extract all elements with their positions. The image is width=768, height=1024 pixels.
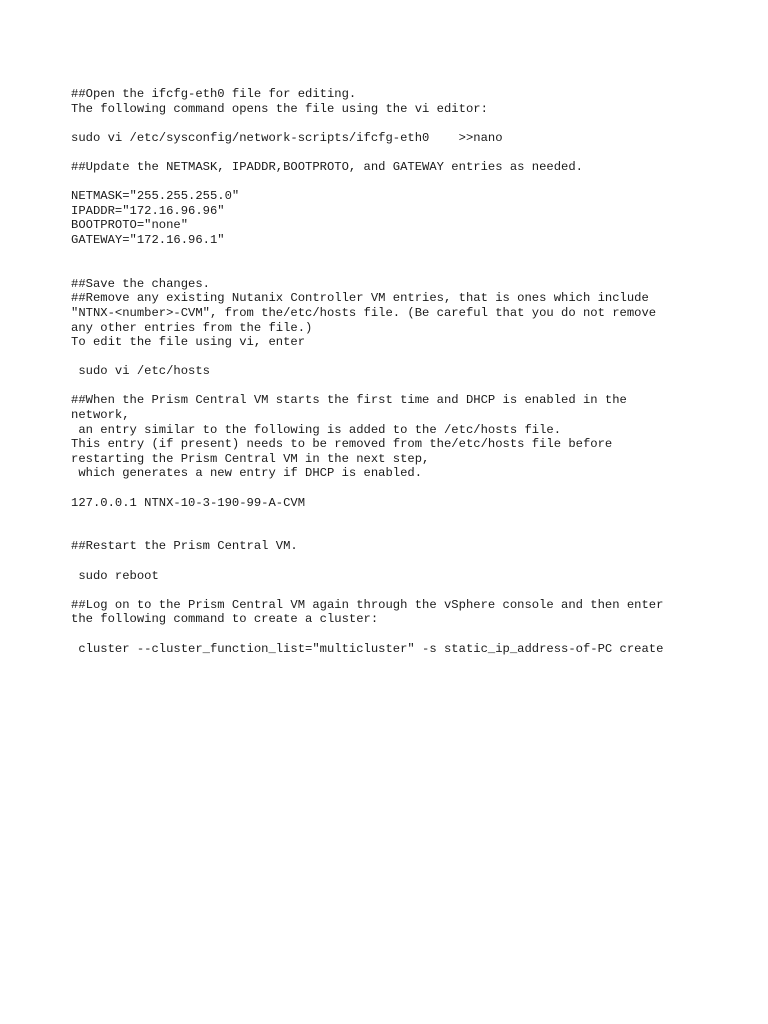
blank-line: [71, 350, 751, 365]
blank-line: [71, 525, 751, 540]
command-line: cluster --cluster_function_list="multicluster" -s static_ip_address-of-PC create: [71, 641, 664, 656]
config-line: IPADDR="172.16.96.96": [71, 203, 225, 218]
text-line: the following command to create a cluster:: [71, 612, 379, 627]
hosts-entry-line: 127.0.0.1 NTNX-10-3-190-99-A-CVM: [71, 495, 306, 510]
command-line: sudo vi /etc/hosts: [71, 364, 210, 379]
blank-line: [71, 145, 751, 160]
blank-line: [71, 510, 751, 525]
text-line: "NTNX-<number>-CVM", from the/etc/hosts file. (Be careful that you do not remove: [71, 305, 657, 320]
text-line: ##Update the NETMASK, IPADDR,BOOTPROTO, and GATEWAY entries as needed.: [71, 159, 583, 174]
text-line: To edit the file using vi, enter: [71, 335, 306, 350]
text-line: any other entries from the file.): [71, 320, 313, 335]
blank-line: [71, 481, 751, 496]
blank-line: [71, 262, 751, 277]
text-line: restarting the Prism Central VM in the next step,: [71, 451, 430, 466]
text-line: network,: [71, 408, 130, 423]
text-line: ##Restart the Prism Central VM.: [71, 539, 298, 554]
text-line: ##Save the changes.: [71, 276, 210, 291]
blank-line: [71, 248, 751, 263]
blank-line: [71, 583, 751, 598]
blank-line: [71, 627, 751, 642]
blank-line: [71, 116, 751, 131]
text-line: ##Remove any existing Nutanix Controller VM entries, that is ones which include: [71, 291, 649, 306]
text-line: This entry (if present) needs to be removed from the/etc/hosts file before: [71, 437, 613, 452]
command-line: sudo vi /etc/sysconfig/network-scripts/ifcfg-eth0 >>nano: [71, 130, 503, 145]
blank-line: [71, 554, 751, 569]
text-line: ##Log on to the Prism Central VM again through the vSphere console and then enter: [71, 597, 664, 612]
config-line: NETMASK="255.255.255.0": [71, 189, 240, 204]
text-line: ##When the Prism Central VM starts the first time and DHCP is enabled in the: [71, 393, 627, 408]
blank-line: [71, 379, 751, 394]
blank-line: [71, 175, 751, 190]
text-line: which generates a new entry if DHCP is enabled.: [71, 466, 423, 481]
text-line: The following command opens the file using the vi editor:: [71, 101, 488, 116]
document-page: [71, 87, 751, 656]
command-line: sudo reboot: [71, 568, 159, 583]
config-line: GATEWAY="172.16.96.1": [71, 232, 225, 247]
config-line: BOOTPROTO="none": [71, 218, 189, 233]
text-line: ##Open the ifcfg-eth0 file for editing.: [71, 87, 357, 101]
text-line: an entry similar to the following is added to the /etc/hosts file.: [71, 422, 562, 437]
